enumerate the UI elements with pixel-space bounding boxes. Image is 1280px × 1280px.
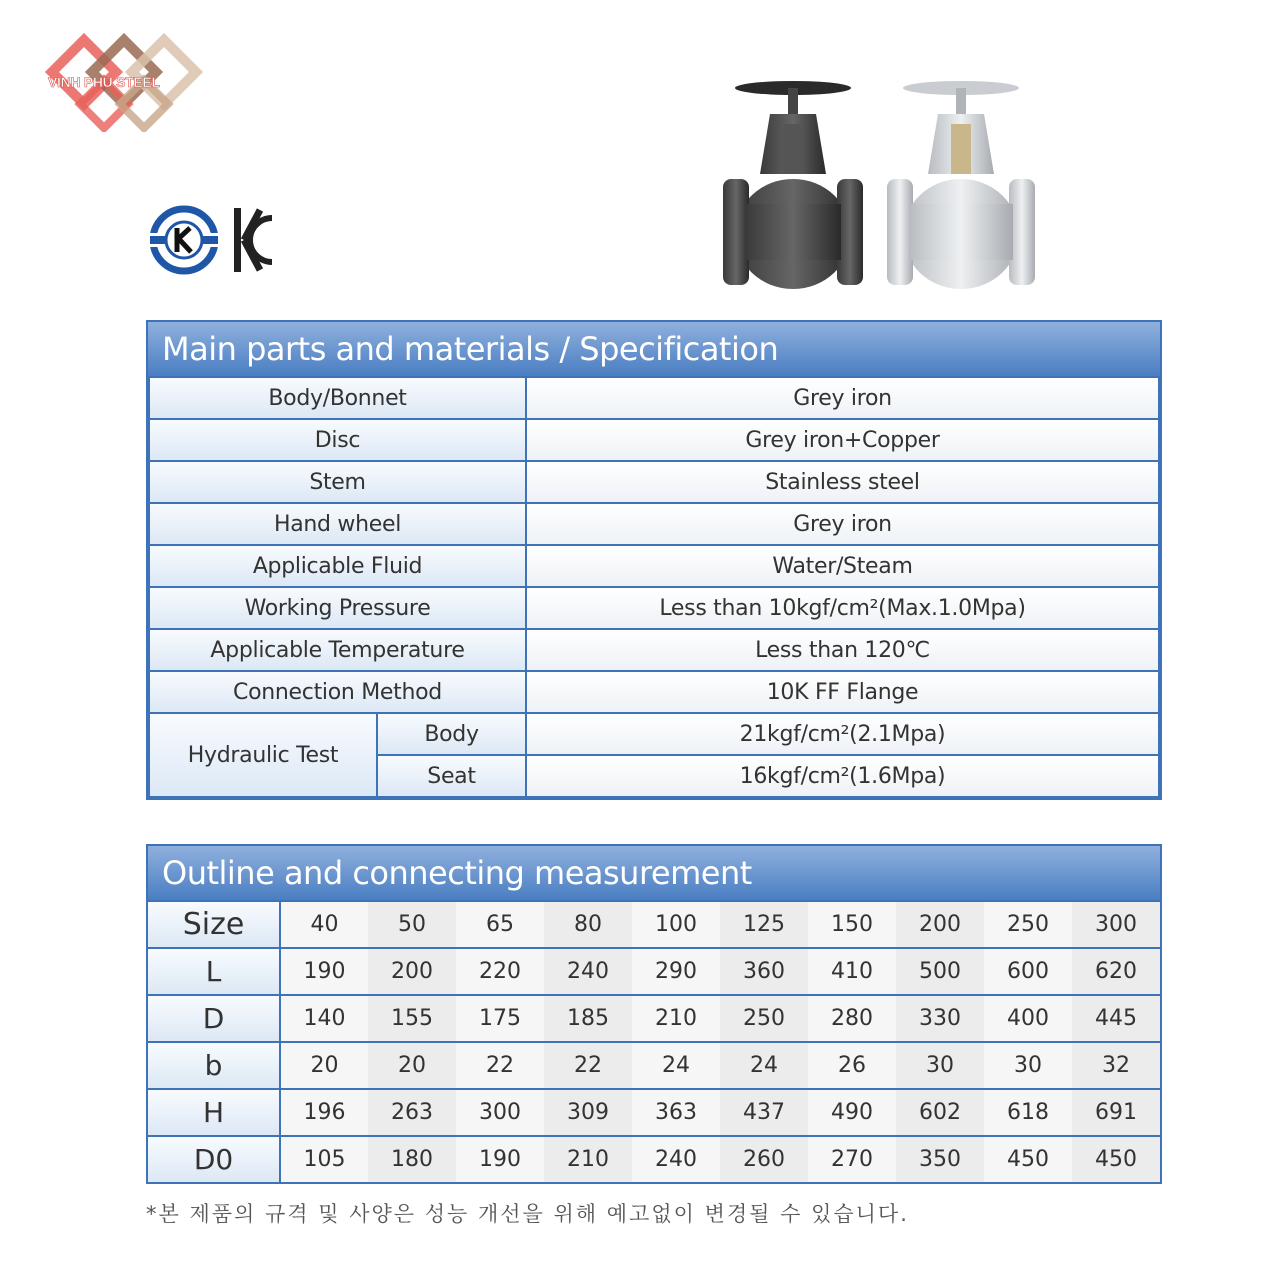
- hydraulic-seat-label: Seat: [377, 755, 526, 797]
- table-cell: 210: [544, 1136, 632, 1182]
- spec-value: Grey iron+Copper: [526, 419, 1159, 461]
- table-cell: 20: [368, 1042, 456, 1089]
- table-cell: 200: [368, 948, 456, 995]
- table-cell: 220: [456, 948, 544, 995]
- table-cell: 620: [1072, 948, 1160, 995]
- spec-label: Hand wheel: [149, 503, 526, 545]
- row-header: D0: [148, 1136, 280, 1182]
- table-cell: 100: [632, 901, 720, 948]
- row-header: D: [148, 995, 280, 1042]
- table-cell: 200: [896, 901, 984, 948]
- table-cell: 250: [984, 901, 1072, 948]
- table-row: [149, 587, 1159, 629]
- table-cell: 26: [808, 1042, 896, 1089]
- table-row: [148, 1089, 1160, 1136]
- table-cell: 450: [1072, 1136, 1160, 1182]
- table-cell: 300: [1072, 901, 1160, 948]
- table-cell: 363: [632, 1089, 720, 1136]
- table-row: [148, 995, 1160, 1042]
- specification-title: Main parts and materials / Specification: [148, 322, 1160, 376]
- spec-value: Less than 10kgf/cm²(Max.1.0Mpa): [526, 587, 1159, 629]
- specification-table: [146, 320, 1162, 800]
- hydraulic-body-value: 21kgf/cm²(2.1Mpa): [526, 713, 1159, 755]
- black-valve-icon: [723, 81, 863, 289]
- outline-measurement-table: [146, 844, 1162, 1184]
- table-row: [149, 503, 1159, 545]
- table-cell: 105: [280, 1136, 368, 1182]
- table-cell: 350: [896, 1136, 984, 1182]
- spec-value: Stainless steel: [526, 461, 1159, 503]
- table-cell: 190: [456, 1136, 544, 1182]
- spec-label: Body/Bonnet: [149, 377, 526, 419]
- spec-value: Grey iron: [526, 503, 1159, 545]
- table-cell: 180: [368, 1136, 456, 1182]
- table-cell: 400: [984, 995, 1072, 1042]
- table-cell: 290: [632, 948, 720, 995]
- table-cell: 309: [544, 1089, 632, 1136]
- table-cell: 150: [808, 901, 896, 948]
- valve-product-images: [715, 74, 1045, 292]
- table-row: [149, 671, 1159, 713]
- outline-title: Outline and connecting measurement: [148, 846, 1160, 900]
- certification-marks: [148, 202, 278, 278]
- table-cell: 22: [456, 1042, 544, 1089]
- k-mark-icon: [148, 209, 220, 271]
- table-cell: 30: [896, 1042, 984, 1089]
- spec-label: Disc: [149, 419, 526, 461]
- row-header: b: [148, 1042, 280, 1089]
- table-cell: 155: [368, 995, 456, 1042]
- company-logo: [44, 32, 204, 132]
- table-cell: 450: [984, 1136, 1072, 1182]
- table-cell: 618: [984, 1089, 1072, 1136]
- table-cell: 30: [984, 1042, 1072, 1089]
- table-cell: 260: [720, 1136, 808, 1182]
- table-row: [148, 1042, 1160, 1089]
- table-cell: 330: [896, 995, 984, 1042]
- table-cell: 250: [720, 995, 808, 1042]
- table-cell: 600: [984, 948, 1072, 995]
- table-row: [149, 545, 1159, 587]
- grey-valve-icon: [887, 81, 1035, 289]
- table-row: [149, 629, 1159, 671]
- table-row: [149, 713, 1159, 755]
- spec-value: Less than 120℃: [526, 629, 1159, 671]
- table-cell: 125: [720, 901, 808, 948]
- table-cell: 263: [368, 1089, 456, 1136]
- table-cell: 20: [280, 1042, 368, 1089]
- table-cell: 500: [896, 948, 984, 995]
- spec-label: Working Pressure: [149, 587, 526, 629]
- table-cell: 240: [544, 948, 632, 995]
- spec-value: 10K FF Flange: [526, 671, 1159, 713]
- hydraulic-seat-value: 16kgf/cm²(1.6Mpa): [526, 755, 1159, 797]
- logo-text: VINH PHU STEEL: [48, 74, 160, 90]
- table-cell: 300: [456, 1089, 544, 1136]
- table-cell: 140: [280, 995, 368, 1042]
- table-cell: 24: [720, 1042, 808, 1089]
- table-cell: 210: [632, 995, 720, 1042]
- table-cell: 175: [456, 995, 544, 1042]
- spec-value: Grey iron: [526, 377, 1159, 419]
- table-row: [149, 461, 1159, 503]
- table-cell: 80: [544, 901, 632, 948]
- table-row: [149, 377, 1159, 419]
- table-cell: 240: [632, 1136, 720, 1182]
- table-cell: 437: [720, 1089, 808, 1136]
- table-cell: 410: [808, 948, 896, 995]
- table-cell: 40: [280, 901, 368, 948]
- footnote: *본 제품의 규격 및 사양은 성능 개선을 위해 예고없이 변경될 수 있습니다.: [146, 1202, 909, 1226]
- table-cell: 691: [1072, 1089, 1160, 1136]
- hydraulic-test-label: Hydraulic Test: [149, 713, 377, 797]
- table-cell: 270: [808, 1136, 896, 1182]
- table-row: [149, 419, 1159, 461]
- hydraulic-body-label: Body: [377, 713, 526, 755]
- table-cell: 22: [544, 1042, 632, 1089]
- spec-label: Stem: [149, 461, 526, 503]
- spec-value: Water/Steam: [526, 545, 1159, 587]
- table-cell: 602: [896, 1089, 984, 1136]
- row-header: Size: [148, 901, 280, 948]
- table-cell: 360: [720, 948, 808, 995]
- table-cell: 190: [280, 948, 368, 995]
- table-cell: 445: [1072, 995, 1160, 1042]
- spec-label: Applicable Fluid: [149, 545, 526, 587]
- table-cell: 280: [808, 995, 896, 1042]
- spec-label: Applicable Temperature: [149, 629, 526, 671]
- table-row: [148, 948, 1160, 995]
- table-cell: 490: [808, 1089, 896, 1136]
- size-row: [148, 901, 1160, 948]
- table-cell: 24: [632, 1042, 720, 1089]
- table-cell: 50: [368, 901, 456, 948]
- kc-mark-icon: [234, 208, 272, 272]
- spec-label: Connection Method: [149, 671, 526, 713]
- row-header: L: [148, 948, 280, 995]
- table-cell: 185: [544, 995, 632, 1042]
- table-cell: 196: [280, 1089, 368, 1136]
- table-cell: 65: [456, 901, 544, 948]
- table-row: [148, 1136, 1160, 1182]
- row-header: H: [148, 1089, 280, 1136]
- table-cell: 32: [1072, 1042, 1160, 1089]
